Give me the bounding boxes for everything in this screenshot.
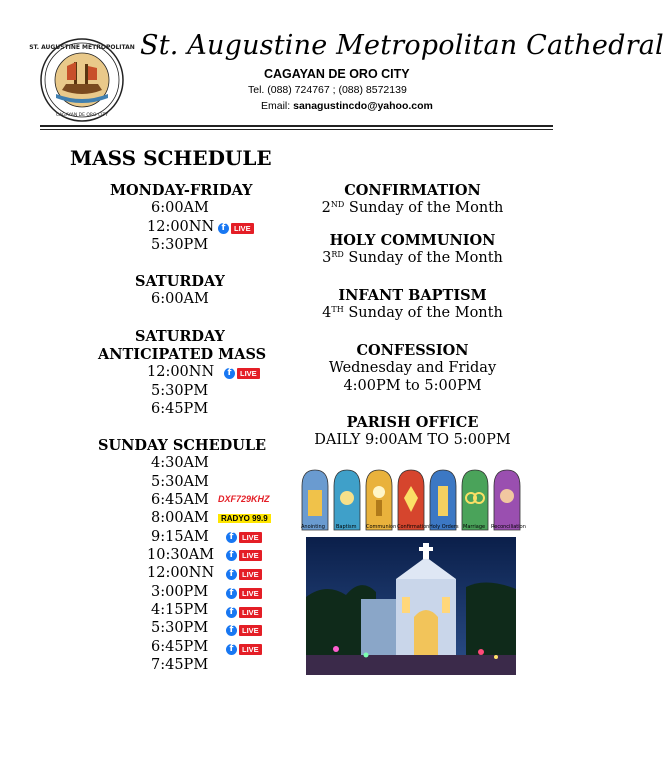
facebook-icon: f	[226, 625, 237, 636]
live-tag: LIVE	[239, 607, 262, 618]
facebook-live-badge[interactable]	[226, 531, 262, 543]
live-tag: LIVE	[231, 223, 254, 234]
sunday-time: 6:45PM	[151, 639, 209, 655]
facebook-live-badge[interactable]	[226, 587, 262, 599]
facebook-icon: f	[218, 223, 229, 234]
cathedral-name: St. Augustine Metropolitan Cathedral	[140, 30, 664, 61]
header-divider	[40, 125, 553, 127]
weekday-time: 6:00AM	[151, 200, 209, 216]
confirmation-heading: CONFIRMATION	[344, 182, 481, 199]
confirmation-schedule: 2ND Sunday of the Month	[321, 200, 504, 216]
telephone-numbers: Tel. (088) 724767 ; (088) 8572139	[248, 84, 407, 96]
sacrament-caption: Reconciliation	[491, 524, 526, 530]
facebook-icon: f	[224, 368, 235, 379]
window-marriage	[462, 470, 488, 530]
sunday-heading: SUNDAY SCHEDULE	[98, 437, 267, 454]
weekday-time: 5:30PM	[151, 237, 209, 253]
live-tag: LIVE	[239, 532, 262, 543]
facebook-live-badge[interactable]	[226, 549, 262, 561]
window-confirmation	[398, 470, 424, 530]
page-title: MASS SCHEDULE	[70, 146, 272, 170]
sunday-time: 5:30AM	[151, 474, 209, 490]
sunday-time: 4:15PM	[151, 602, 209, 618]
sacrament-caption: Communion	[366, 524, 397, 530]
anticipated-heading-line2: ANTICIPATED MASS	[98, 346, 267, 363]
facebook-icon: f	[226, 569, 237, 580]
facebook-icon: f	[226, 607, 237, 618]
holy-communion-schedule: 3RD Sunday of the Month	[322, 250, 503, 266]
facebook-icon: f	[226, 550, 237, 561]
window-communion	[366, 470, 392, 530]
infant-baptism-heading: INFANT BAPTISM	[338, 287, 487, 304]
email-line	[261, 100, 433, 112]
svg-text:CAGAYAN DE ORO CITY: CAGAYAN DE ORO CITY	[56, 113, 108, 118]
live-tag: LIVE	[239, 550, 262, 561]
facebook-icon: f	[226, 588, 237, 599]
live-tag: LIVE	[239, 625, 262, 636]
svg-text:ST. AUGUSTINE METROPOLITAN: ST. AUGUSTINE METROPOLITAN	[29, 44, 135, 51]
confession-days: Wednesday and Friday	[328, 360, 497, 376]
facebook-live-badge[interactable]	[224, 367, 260, 379]
facebook-live-badge[interactable]	[226, 568, 262, 580]
anticipated-time: 6:45PM	[151, 401, 209, 417]
facebook-live-badge[interactable]	[226, 624, 262, 636]
facebook-live-badge[interactable]	[218, 222, 254, 234]
confession-hours: 4:00PM to 5:00PM	[343, 378, 482, 394]
sacrament-caption: Holy Orders	[429, 524, 459, 530]
confession-heading: CONFESSION	[356, 342, 469, 359]
radio-dxf-badge: DXF729KHZ	[218, 494, 270, 504]
anticipated-time: 5:30PM	[151, 383, 209, 399]
sunday-time: 4:30AM	[151, 455, 209, 471]
window-anointing	[302, 470, 328, 530]
sunday-time: 8:00AM	[151, 510, 209, 526]
sunday-time: 7:45PM	[151, 657, 209, 673]
holy-communion-heading: HOLY COMMUNION	[329, 232, 496, 249]
cathedral-night-photo	[306, 537, 516, 675]
weekday-time: 12:00NN	[147, 219, 215, 235]
sunday-time: 6:45AM	[151, 492, 209, 508]
facebook-icon: f	[226, 644, 237, 655]
live-tag: LIVE	[239, 569, 262, 580]
sunday-time: 10:30AM	[147, 547, 215, 563]
live-tag: LIVE	[239, 644, 262, 655]
weekday-heading: MONDAY-FRIDAY	[110, 182, 253, 199]
saturday-time: 6:00AM	[151, 291, 209, 307]
sacrament-caption: Anointing	[301, 524, 325, 530]
infant-baptism-schedule: 4TH Sunday of the Month	[322, 305, 503, 321]
live-tag: LIVE	[239, 588, 262, 599]
window-reconciliation	[494, 470, 520, 530]
sunday-time: 9:15AM	[151, 529, 209, 545]
sunday-time: 12:00NN	[147, 565, 215, 581]
parish-office-hours: DAILY 9:00AM TO 5:00PM	[314, 432, 511, 448]
saturday-heading: SATURDAY	[135, 273, 225, 290]
facebook-live-badge[interactable]	[226, 643, 262, 655]
anticipated-time: 12:00NN	[147, 364, 215, 380]
radio-yes-badge: RADYO 99.9	[218, 514, 271, 523]
header-divider-thin	[40, 129, 553, 130]
window-baptism	[334, 470, 360, 530]
anticipated-heading-line1: SATURDAY	[135, 328, 225, 345]
live-tag: LIVE	[237, 368, 260, 379]
city-name: CAGAYAN DE ORO CITY	[264, 67, 410, 81]
sunday-time: 3:00PM	[151, 584, 209, 600]
window-holy-orders	[430, 470, 456, 530]
sacrament-caption: Confirmation	[397, 524, 430, 530]
cathedral-seal-logo	[29, 38, 135, 122]
sunday-time: 5:30PM	[151, 620, 209, 636]
sacrament-caption: Marriage	[463, 524, 486, 530]
sacrament-caption: Baptism	[336, 524, 357, 530]
facebook-live-badge[interactable]	[226, 606, 262, 618]
email-address[interactable]: sanagustincdo@yahoo.com	[293, 100, 433, 112]
email-label: Email:	[261, 100, 291, 112]
parish-office-heading: PARISH OFFICE	[346, 414, 479, 431]
facebook-icon: f	[226, 532, 237, 543]
